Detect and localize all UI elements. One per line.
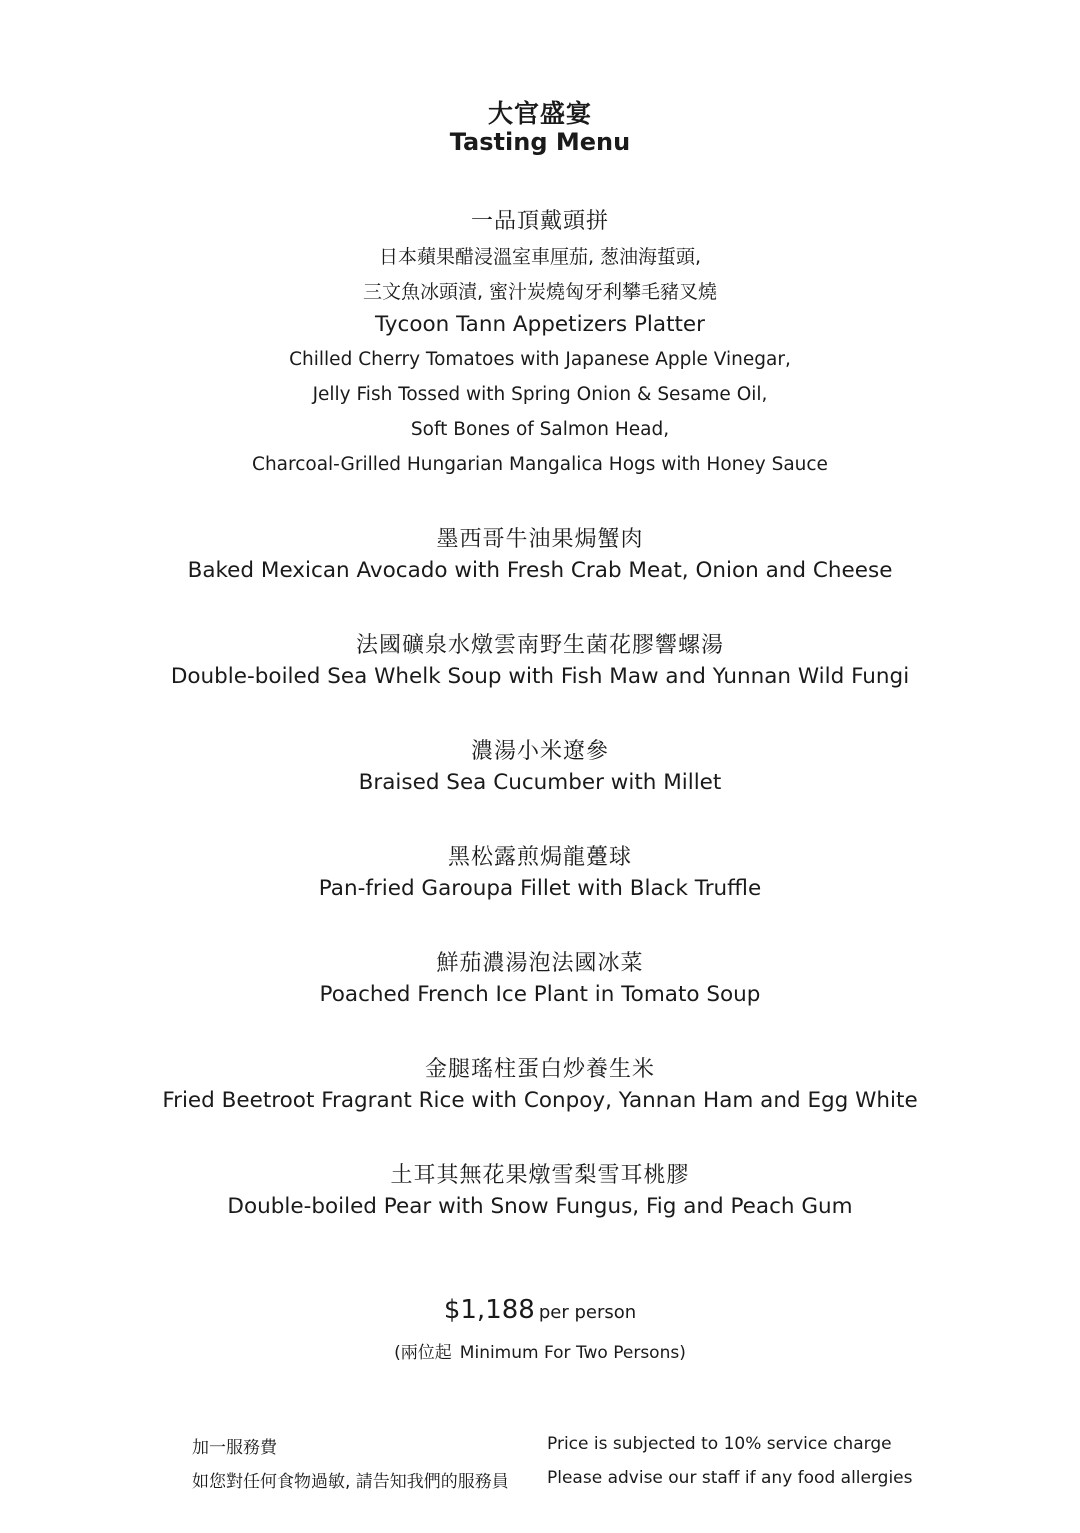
course-8-name-zh: 土耳其無花果燉雪梨雪耳桃膠	[390, 1163, 690, 1188]
allergy-note-zh: 如您對任何食物過敏, 請告知我們的服務員	[192, 1472, 509, 1492]
course-1-name-en: Tycoon Tann Appetizers Platter	[375, 312, 705, 337]
price-line	[0, 1295, 1080, 1325]
minimum-zh: (兩位起	[394, 1343, 452, 1363]
course-7-name-zh: 金腿瑤柱蛋白炒養生米	[424, 1057, 655, 1082]
course-8-name-en: Double-boiled Pear with Snow Fungus, Fig and Peach Gum	[227, 1194, 853, 1219]
course-6-name-zh: 鮮茄濃湯泡法國冰菜	[436, 951, 644, 976]
course-5-name-en: Pan-fried Garoupa Fillet with Black Truffle	[318, 876, 762, 901]
price-amount: $1,188	[443, 1295, 535, 1325]
course-1-detail-en-3: Soft Bones of Salmon Head,	[410, 419, 670, 440]
course-1-name-zh: 一品頂戴頭拼	[470, 209, 609, 234]
course-3-name-en: Double-boiled Sea Whelk Soup with Fish Maw and Yunnan Wild Fungi	[170, 664, 910, 689]
menu-title-english: Tasting Menu	[449, 128, 631, 156]
minimum-requirement	[0, 1338, 1080, 1363]
course-1-detail-en-2: Jelly Fish Tossed with Spring Onion & Sesame Oil,	[312, 384, 768, 405]
course-7-name-en: Fried Beetroot Fragrant Rice with Conpoy, Yannan Ham and Egg White	[162, 1088, 918, 1113]
service-charge-note-zh: 加一服務費	[192, 1438, 277, 1458]
menu-title-chinese: 大官盛宴	[487, 99, 592, 128]
course-1-detail-zh-2: 三文魚冰頭漬, 蜜汁炭燒匈牙利攀毛豬叉燒	[362, 281, 718, 303]
course-5-name-zh: 黑松露煎焗龍躉球	[447, 845, 632, 870]
minimum-en: Minimum For Two Persons)	[459, 1343, 686, 1363]
allergy-note-en: Please advise our staff if any food allergies	[547, 1468, 913, 1488]
course-4-name-zh: 濃湯小米遼參	[470, 739, 609, 764]
price-unit: per person	[538, 1302, 637, 1323]
service-charge-note-en: Price is subjected to 10% service charge	[547, 1434, 892, 1454]
course-6-name-en: Poached French Ice Plant in Tomato Soup	[319, 982, 761, 1007]
course-3-name-zh: 法國礦泉水燉雲南野生菌花膠響螺湯	[355, 633, 724, 658]
course-1-detail-zh-1: 日本蘋果醋浸溫室車厘茄, 葱油海蜇頭,	[378, 246, 702, 268]
course-2-name-zh: 墨西哥牛油果焗蟹肉	[436, 527, 644, 552]
course-2-name-en: Baked Mexican Avocado with Fresh Crab Meat, Onion and Cheese	[187, 558, 893, 583]
course-1-detail-en-4: Charcoal-Grilled Hungarian Mangalica Hogs with Honey Sauce	[252, 454, 828, 475]
course-1-detail-en-1: Chilled Cherry Tomatoes with Japanese Apple Vinegar,	[289, 349, 791, 370]
course-4-name-en: Braised Sea Cucumber with Millet	[358, 770, 722, 795]
